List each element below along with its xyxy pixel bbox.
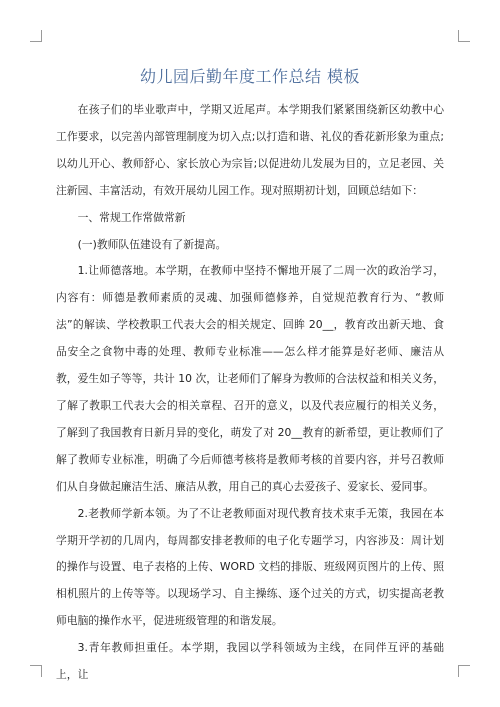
document-title: 幼儿园后勤年度工作总结 模板 xyxy=(139,67,361,86)
paragraph-young-teachers: 3.青年教师担重任。本学期，我园以学科领域为主线，在同伴互评的基础上，让 xyxy=(56,641,444,682)
intro-paragraph: 在孩子们的毕业歌声中，学期又近尾声。本学期我们紧紧围绕新区幼教中心工作要求，以完善内部管理制度为切入点;以打造和谐、礼仪的香花新形象为重点;以幼儿开心、教师舒心、家长放心为宗旨;以促进幼儿发展为目的，立足老园、关注新园、丰富活动，有效开展幼儿园工作。现对照期初计划，回顾总结如下： xyxy=(56,103,444,197)
subsection-heading: (一)教师队伍建设有了新提高。 xyxy=(77,237,227,251)
document-body xyxy=(56,97,444,689)
crop-mark-bottom-left xyxy=(30,665,42,677)
crop-mark-bottom-right xyxy=(458,665,470,677)
paragraph-senior-teachers: 2.老教师学新本领。为了不让老教师面对现代教育技术束手无策，我园在本学期开学初的几周内，每周都安排老教师的电子化专题学习，内容涉及：周计划的操作与设置、电子表格的上传、WORD 文档的排版、班级网页图片的上传、照相机照片的上传等等。以现场学习、自主操练、逐个过关的方式，切实提高老教师电脑的操作水平，促进班级管理的和谐发展。 xyxy=(56,506,444,628)
crop-mark-top-left xyxy=(30,30,42,42)
paragraph-teacher-ethics: 1.让师德落地。本学期，在教师中坚持不懈地开展了二周一次的政治学习，内容有：师德是教师素质的灵魂、加强师德修养，自觉规范教育行为、“教师法”的解读、学校教职工代表大会的相关规定、回眸 20__，教育改出新天地、食品安全之食物中毒的处理、教师专业标准——怎么样才能算是好老师、廉洁从教，爱生如子等等，共计 10 次，让老师们了解身为教师的合法权益和相关义务，了解了教职工代表大会的相关章程、召开的意义，以及代表应履行的相关义务，了解到了我国教育日新月异的变化，萌发了对 20__教育的新希望，更让教师们了解了教师专业标准，明确了今后师德考核将是教师考核的首要内容，并号召教师们从自身做起廉洁生活、廉洁从教，用自己的真心去爱孩子、爱家长、爱同事。 xyxy=(56,264,444,493)
section-heading: 一、常规工作常做常新 xyxy=(77,210,186,224)
crop-mark-top-right xyxy=(458,30,470,42)
